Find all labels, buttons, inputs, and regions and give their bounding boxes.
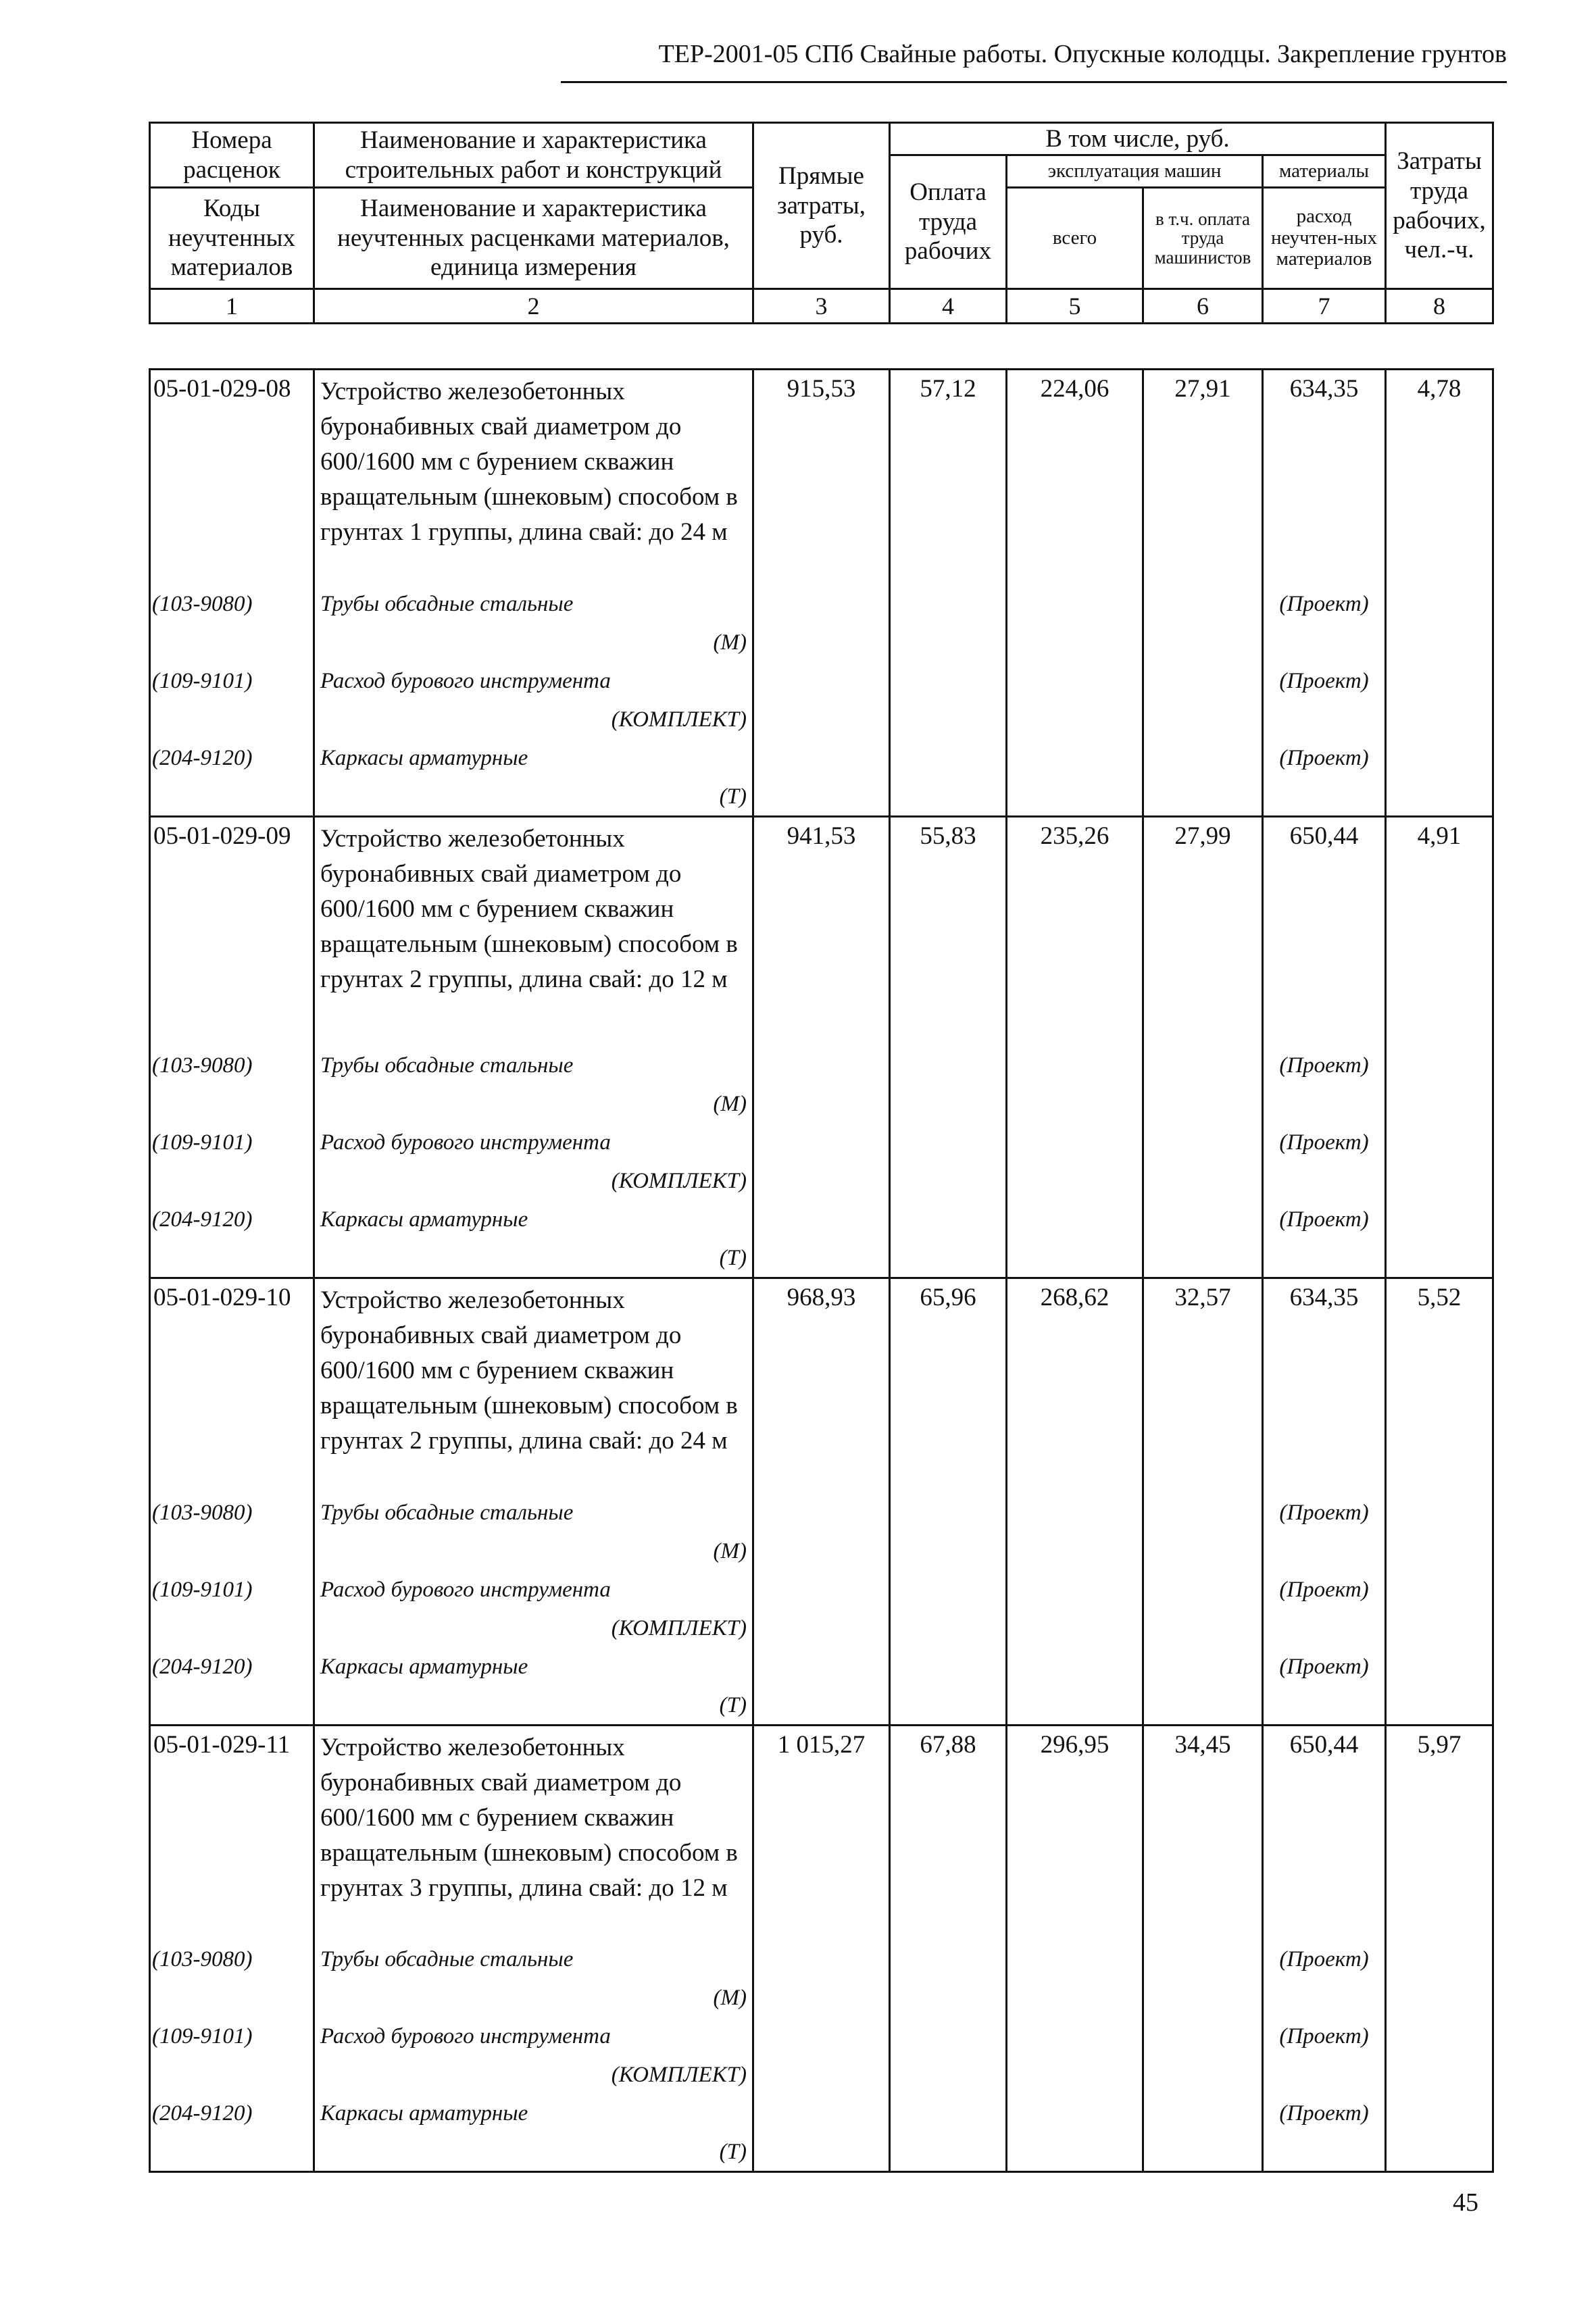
materials-cost: 634,35 (1263, 1278, 1386, 1493)
column-number: 4 (890, 289, 1007, 324)
material-row (150, 661, 1493, 738)
machinist-wage: 27,99 (1143, 816, 1263, 1046)
work-description: Устройство железобетонных буронабивных свай диаметром до 600/1600 мм с бурением скважин вращательным (шнековым) способом в грунтах 2 группы, длина свай: до 12 м (314, 816, 753, 1046)
material-usage: (Проект) (1263, 1940, 1386, 2017)
column-number: 6 (1143, 289, 1263, 324)
material-name: Каркасы арматурные (Т) (314, 1647, 753, 1726)
page-number: 45 (1453, 2188, 1478, 2217)
material-row (150, 2017, 1493, 2094)
table-row (150, 370, 1493, 584)
direct-costs: 915,53 (753, 370, 890, 584)
material-unit: (Т) (719, 784, 747, 809)
material-usage: (Проект) (1263, 738, 1386, 817)
column-number: 2 (314, 289, 753, 324)
rates-table (149, 368, 1494, 2173)
header-materials-usage: расход неучтен-ных материалов (1263, 188, 1386, 289)
material-unit: (Т) (719, 1692, 747, 1717)
material-name: Расход бурового инструмента (КОМПЛЕКТ) (314, 1570, 753, 1647)
machines-total: 235,26 (1007, 816, 1143, 1046)
header-machine-operation: эксплуатация машин (1007, 155, 1263, 188)
material-code: (103-9080) (150, 1046, 314, 1123)
header-material-description: Наименование и характеристика неучтенных расценками материалов, единица измерения (314, 188, 753, 289)
material-name: Трубы обсадные стальные (М) (314, 1493, 753, 1570)
work-description: Устройство железобетонных буронабивных свай диаметром до 600/1600 мм с бурением скважин вращательным (шнековым) способом в грунтах 2 группы, длина свай: до 24 м (314, 1278, 753, 1493)
machines-total: 224,06 (1007, 370, 1143, 584)
work-description: Устройство железобетонных буронабивных свай диаметром до 600/1600 мм с бурением скважин вращательным (шнековым) способом в грунтах 3 группы, длина свай: до 12 м (314, 1725, 753, 1940)
material-unit: (М) (713, 1986, 747, 2010)
material-usage: (Проект) (1263, 1046, 1386, 1123)
material-name: Расход бурового инструмента (КОМПЛЕКТ) (314, 1123, 753, 1200)
material-code: (204-9120) (150, 2094, 314, 2172)
material-unit: (Т) (719, 2140, 747, 2164)
material-code: (109-9101) (150, 1570, 314, 1647)
direct-costs: 968,93 (753, 1278, 890, 1493)
table-row (150, 1278, 1493, 1493)
labor-hours: 4,78 (1386, 370, 1493, 584)
material-row (150, 2094, 1493, 2172)
material-row (150, 1200, 1493, 1278)
running-header: ТЕР-2001-05 СПб Свайные работы. Опускные колодцы. Закрепление грунтов (658, 40, 1507, 68)
material-name: Каркасы арматурные (Т) (314, 738, 753, 817)
table-row (150, 1725, 1493, 1940)
column-number: 3 (753, 289, 890, 324)
material-usage: (Проект) (1263, 2094, 1386, 2172)
table-header (149, 122, 1494, 324)
rate-code: 05-01-029-11 (150, 1725, 314, 1940)
machinist-wage: 27,91 (1143, 370, 1263, 584)
material-usage: (Проект) (1263, 1570, 1386, 1647)
material-usage: (Проект) (1263, 584, 1386, 661)
material-usage: (Проект) (1263, 1200, 1386, 1278)
material-name: Расход бурового инструмента (КОМПЛЕКТ) (314, 2017, 753, 2094)
labor-hours: 5,97 (1386, 1725, 1493, 1940)
column-number: 8 (1386, 289, 1493, 324)
header-rate-numbers: Номера расценок (150, 123, 314, 188)
column-number: 5 (1007, 289, 1143, 324)
material-unit: (Т) (719, 1246, 747, 1270)
rate-code: 05-01-029-08 (150, 370, 314, 584)
machinist-wage: 34,45 (1143, 1725, 1263, 1940)
material-unit: (М) (713, 1092, 747, 1116)
material-code: (204-9120) (150, 738, 314, 817)
column-number: 7 (1263, 289, 1386, 324)
header-direct-costs: Прямые затраты, руб. (753, 123, 890, 289)
material-row (150, 1570, 1493, 1647)
machinist-wage: 32,57 (1143, 1278, 1263, 1493)
material-code: (103-9080) (150, 584, 314, 661)
material-name: Расход бурового инструмента (КОМПЛЕКТ) (314, 661, 753, 738)
material-row (150, 584, 1493, 661)
labor-hours: 4,91 (1386, 816, 1493, 1046)
material-unit: (КОМПЛЕКТ) (611, 707, 747, 732)
labor-wage: 67,88 (890, 1725, 1007, 1940)
materials-cost: 634,35 (1263, 370, 1386, 584)
material-row (150, 738, 1493, 817)
labor-hours: 5,52 (1386, 1278, 1493, 1493)
material-row (150, 1647, 1493, 1726)
header-materials: материалы (1263, 155, 1386, 188)
material-unit: (КОМПЛЕКТ) (611, 1169, 747, 1193)
material-code: (109-9101) (150, 2017, 314, 2094)
material-name: Трубы обсадные стальные (М) (314, 1046, 753, 1123)
header-labor-hours: Затраты труда рабочих, чел.-ч. (1386, 123, 1493, 289)
header-material-codes: Коды неучтенных материалов (150, 188, 314, 289)
header-labor-wage: Оплата труда рабочих (890, 155, 1007, 289)
material-row (150, 1493, 1493, 1570)
material-unit: (КОМПЛЕКТ) (611, 2063, 747, 2087)
material-row (150, 1123, 1493, 1200)
materials-cost: 650,44 (1263, 816, 1386, 1046)
material-unit: (М) (713, 1538, 747, 1563)
header-machinist-wage: в т.ч. оплата труда машинистов (1143, 188, 1263, 289)
labor-wage: 57,12 (890, 370, 1007, 584)
material-code: (204-9120) (150, 1647, 314, 1726)
material-usage: (Проект) (1263, 661, 1386, 738)
material-unit: (КОМПЛЕКТ) (611, 1615, 747, 1640)
material-usage: (Проект) (1263, 1123, 1386, 1200)
material-unit: (М) (713, 630, 747, 655)
header-rule (561, 81, 1507, 83)
header-including-group: В том числе, руб. (890, 123, 1386, 155)
material-name: Трубы обсадные стальные (М) (314, 1940, 753, 2017)
material-code: (204-9120) (150, 1200, 314, 1278)
material-code: (109-9101) (150, 1123, 314, 1200)
material-code: (103-9080) (150, 1493, 314, 1570)
material-row (150, 1046, 1493, 1123)
labor-wage: 65,96 (890, 1278, 1007, 1493)
materials-cost: 650,44 (1263, 1725, 1386, 1940)
material-usage: (Проект) (1263, 1493, 1386, 1570)
material-usage: (Проект) (1263, 2017, 1386, 2094)
material-name: Каркасы арматурные (Т) (314, 2094, 753, 2172)
material-name: Каркасы арматурные (Т) (314, 1200, 753, 1278)
machines-total: 296,95 (1007, 1725, 1143, 1940)
table-row (150, 816, 1493, 1046)
direct-costs: 1 015,27 (753, 1725, 890, 1940)
rate-code: 05-01-029-10 (150, 1278, 314, 1493)
labor-wage: 55,83 (890, 816, 1007, 1046)
machines-total: 268,62 (1007, 1278, 1143, 1493)
material-usage: (Проект) (1263, 1647, 1386, 1726)
header-machines-total: всего (1007, 188, 1143, 289)
direct-costs: 941,53 (753, 816, 890, 1046)
material-code: (103-9080) (150, 1940, 314, 2017)
rate-code: 05-01-029-09 (150, 816, 314, 1046)
material-row (150, 1940, 1493, 2017)
material-code: (109-9101) (150, 661, 314, 738)
work-description: Устройство железобетонных буронабивных свай диаметром до 600/1600 мм с бурением скважин вращательным (шнековым) способом в грунтах 1 группы, длина свай: до 24 м (314, 370, 753, 584)
header-work-description: Наименование и характеристика строительных работ и конструкций (314, 123, 753, 188)
material-name: Трубы обсадные стальные (М) (314, 584, 753, 661)
column-number: 1 (150, 289, 314, 324)
